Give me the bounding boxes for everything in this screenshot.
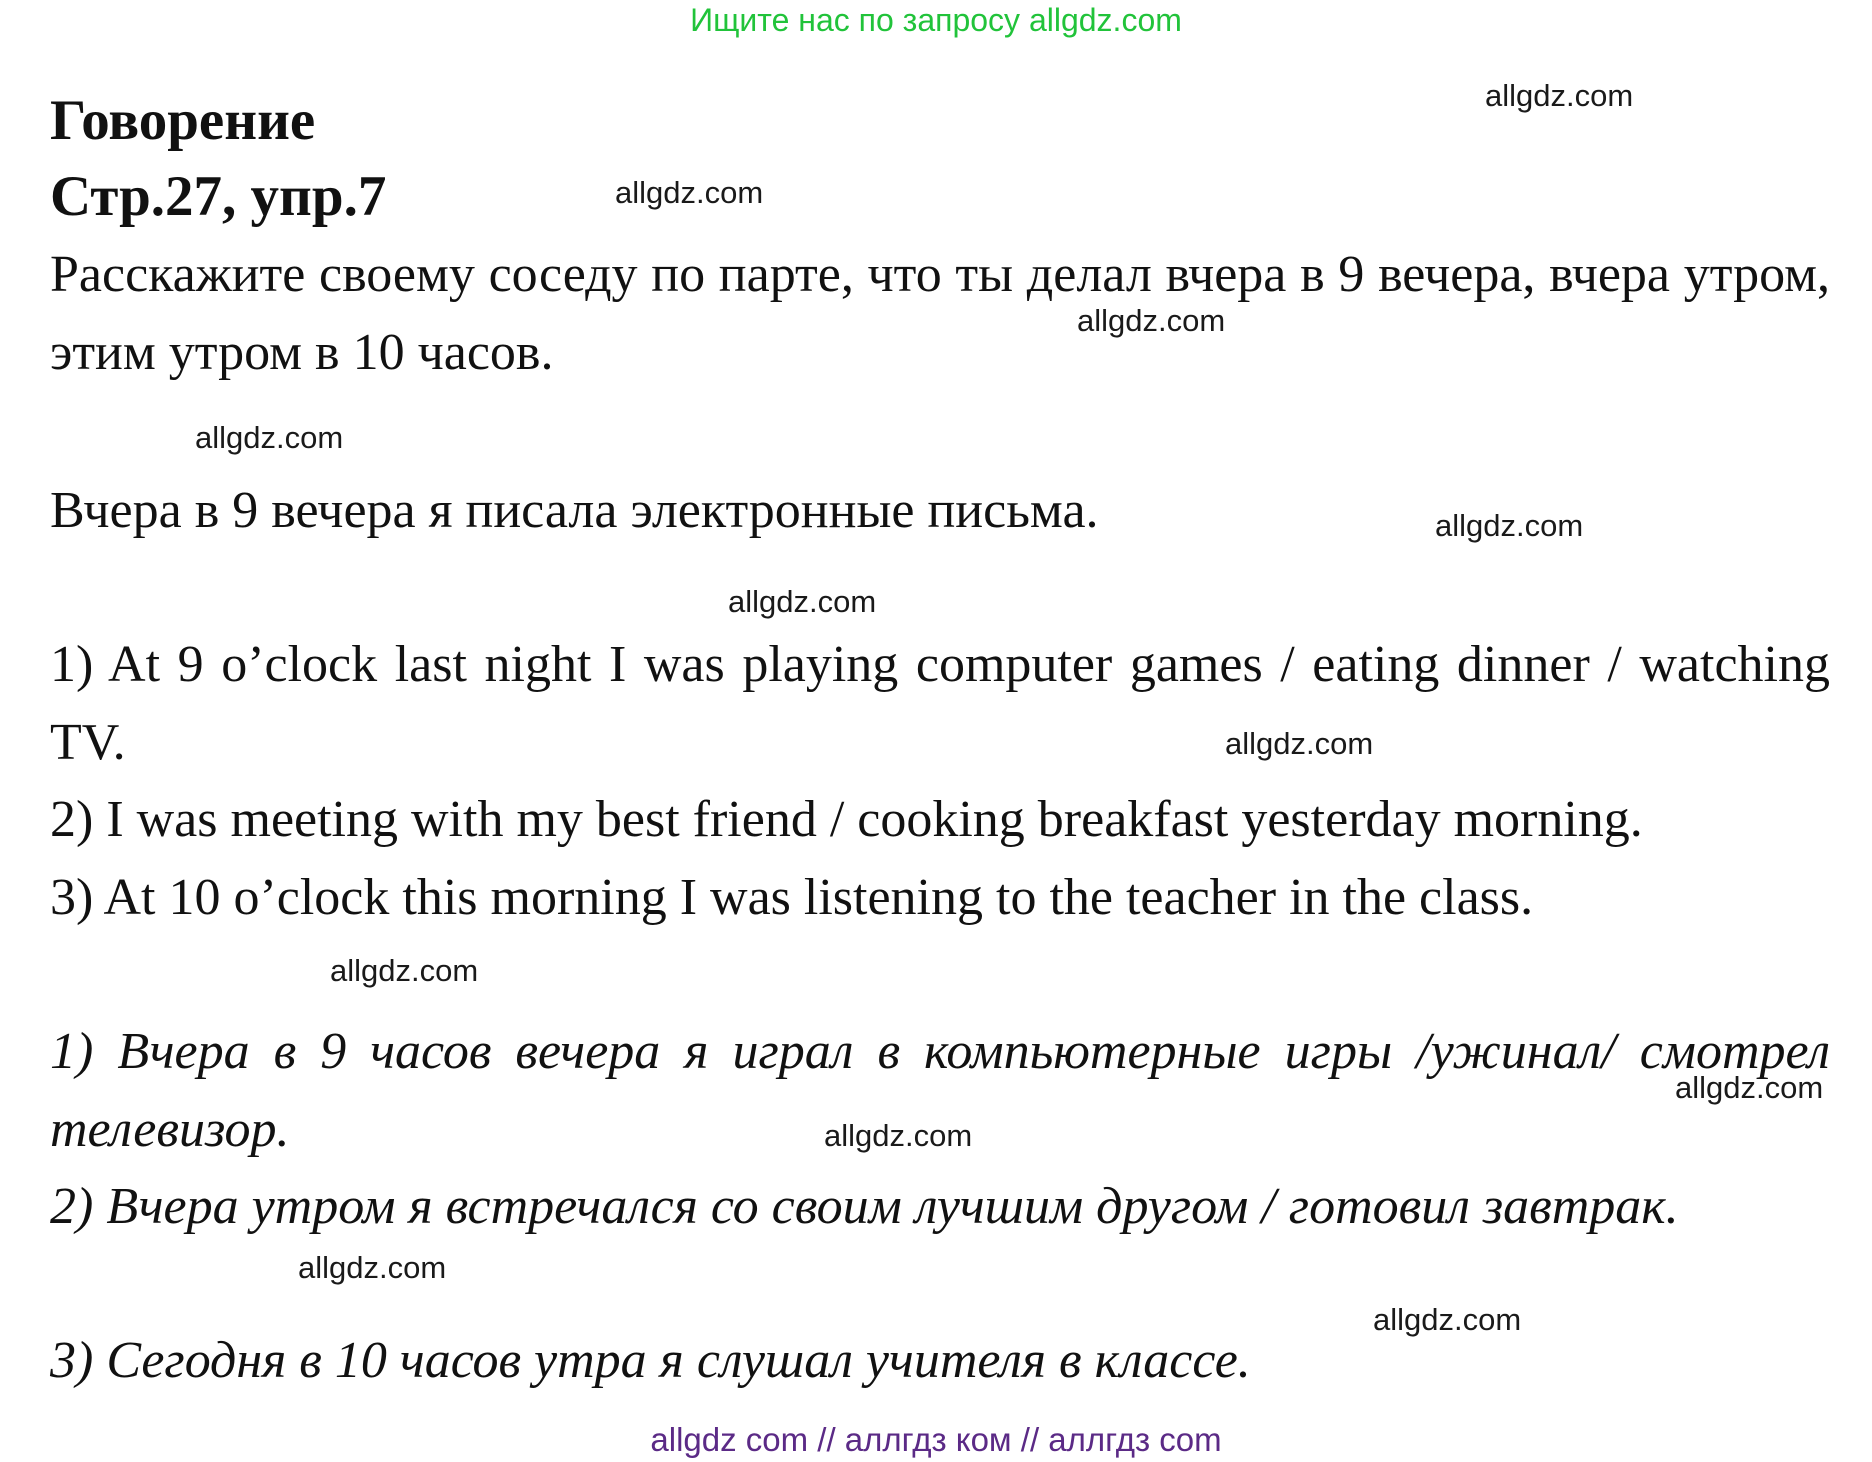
watermark: allgdz.com [330,953,479,988]
watermark: allgdz.com [1485,78,1634,113]
answer-ru-3: 3) Сегодня в 10 часов утра я слушал учителя в классе. [50,1332,1251,1389]
watermark: allgdz.com [1225,726,1374,761]
watermark: allgdz.com [298,1250,447,1285]
section-title: Говорение [50,89,316,152]
sample-sentence: Вчера в 9 вечера я писала электронные письма. [50,482,1099,539]
watermark: allgdz.com [824,1118,973,1153]
exercise-reference: Стр.27, упр.7 [50,165,387,228]
answer-ru-2: 2) Вчера утром я встречался со своим лучшим другом / готовил завтрак. [50,1178,1679,1235]
watermark: allgdz.com [1077,303,1226,338]
task-instructions: Расскажите своему соседу по парте, что ты делал вчера в 9 вечера, вчера утром, этим утром в 10 часов. [50,246,1830,381]
answer-en-2: 2) I was meeting with my best friend / cooking breakfast yesterday morning. [50,791,1643,848]
watermark: allgdz.com [1675,1070,1824,1105]
answer-ru-1: 1) Вчера в 9 часов вечера я играл в компьютерные игры /ужинал/ смотрел телевизор. [50,1023,1830,1158]
answer-en-3: 3) At 10 o’clock this morning I was listening to the teacher in the class. [50,869,1534,926]
watermark: allgdz.com [728,584,877,619]
watermark: allgdz.com [195,420,344,455]
search-promo-banner[interactable]: Ищите нас по запросу allgdz.com [690,2,1182,38]
watermark: allgdz.com [1373,1302,1522,1337]
footer-links[interactable]: allgdz com // аллгдз ком // аллгдз com [0,1418,1872,1462]
watermark: allgdz.com [1435,508,1584,543]
answer-en-1: 1) At 9 o’clock last night I was playing computer games / eating dinner / watching TV. [50,636,1830,771]
watermark: allgdz.com [615,175,764,210]
